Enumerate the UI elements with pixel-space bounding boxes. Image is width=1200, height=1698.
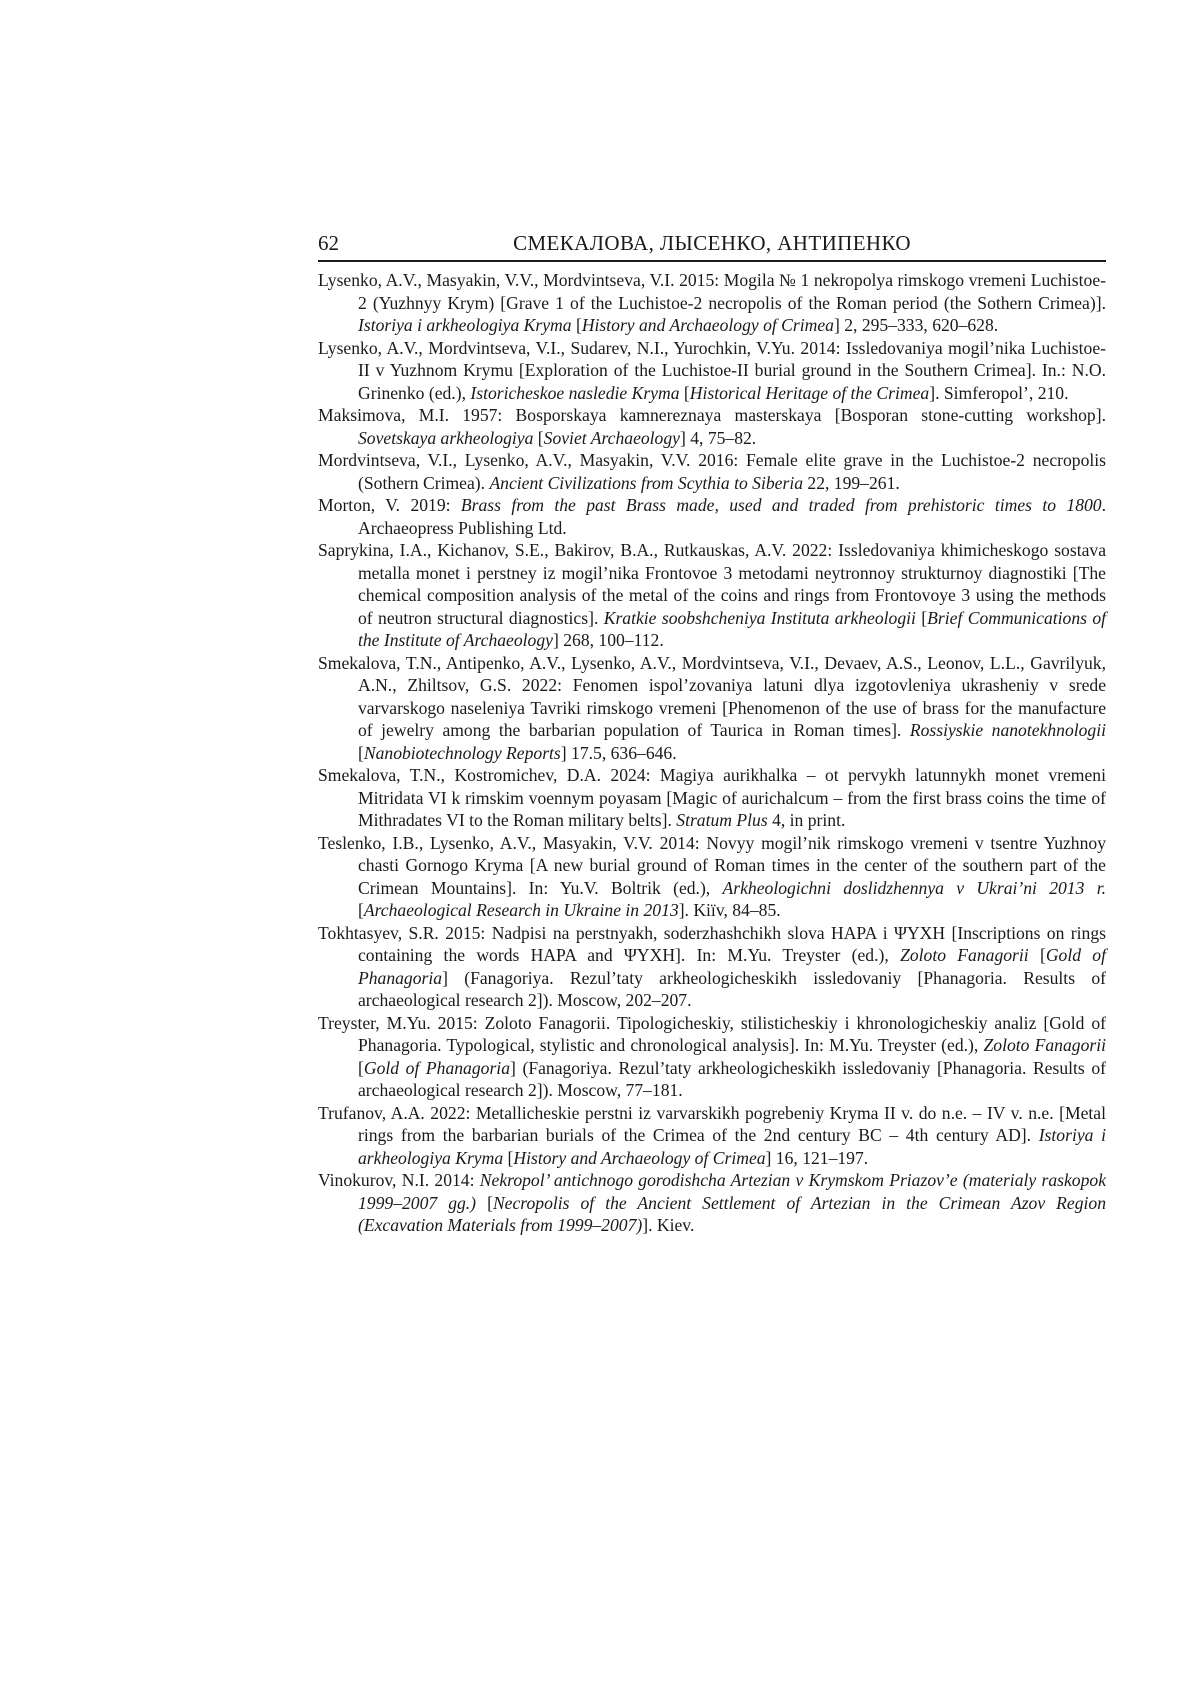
reference-entry [318, 494, 1106, 539]
reference-title-italic: History and Archaeology of Crimea [513, 1148, 765, 1168]
reference-title-italic: Historical Heritage of the Crimea [690, 383, 929, 403]
reference-text: Maksimova, M.I. 1957: Bosporskaya kamnereznaya masterskaya [Bosporan stone-cutting workshop]. [318, 405, 1106, 425]
reference-text: ] 16, 121–197. [766, 1148, 869, 1168]
reference-title-italic: Gold of Phanagoria [358, 945, 1106, 988]
reference-text: ] 17.5, 636–646. [561, 743, 677, 763]
reference-text: . Archaeopress Publishing Ltd. [358, 495, 1106, 538]
reference-text: [ [916, 608, 927, 628]
reference-entry [318, 269, 1106, 337]
reference-entry [318, 922, 1106, 1012]
reference-text: Trufanov, A.A. 2022: Metallicheskie perstni iz varvarskikh pogrebeniy Kryma II v. do n.e. – IV v. n.e. [Metal rings from the barbarian burials of the Crimea of the 2nd century BC – 4th century AD]. [318, 1103, 1106, 1146]
reference-title-italic: Brief Communications of the Institute of Archaeology [358, 608, 1106, 651]
reference-text: Lysenko, A.V., Masyakin, V.V., Mordvintseva, V.I. 2015: Mogila № 1 nekropolya rimskogo vremeni Luchistoe-2 (Yuzhnyy Krym) [Grave 1 of the Luchistoe-2 necropolis of the Roman period (the Sothern Crimea)]. [318, 270, 1106, 313]
reference-title-italic: Sovetskaya arkheologiya [358, 428, 533, 448]
reference-title-italic: Istoriya i arkheologiya Kryma [358, 1125, 1106, 1168]
running-title: СМЕКАЛОВА, ЛЫСЕНКО, АНТИПЕНКО [318, 231, 1106, 256]
page [318, 230, 1106, 1237]
reference-text: ] 2, 295–333, 620–628. [834, 315, 998, 335]
reference-text: ]. Simferopol’, 210. [929, 383, 1068, 403]
reference-text: [ [358, 900, 364, 920]
reference-entry [318, 1102, 1106, 1170]
reference-entry [318, 449, 1106, 494]
page-header [318, 230, 1106, 262]
reference-title-italic: Gold of Phanagoria [364, 1058, 510, 1078]
reference-title-italic: Istoriya i arkheologiya Kryma [358, 315, 572, 335]
reference-entry [318, 404, 1106, 449]
reference-text: [ [503, 1148, 513, 1168]
reference-text: ] (Fanagoriya. Rezul’taty arkheologicheskikh issledovaniy [Phanagoria. Results of archaeological research 2]). Moscow, 77–181. [358, 1058, 1106, 1101]
reference-text: [ [533, 428, 543, 448]
reference-title-italic: Soviet Archaeology [544, 428, 680, 448]
reference-list [318, 269, 1106, 1237]
reference-text: Vinokurov, N.I. 2014: [318, 1170, 480, 1190]
reference-text: ] (Fanagoriya. Rezul’taty arkheologicheskikh issledovaniy [Phanagoria. Results of archaeological research 2]). Moscow, 202–207. [358, 968, 1106, 1011]
reference-text: ]. Kiïv, 84–85. [679, 900, 781, 920]
reference-title-italic: Ancient Civilizations from Scythia to Siberia [489, 473, 803, 493]
reference-entry [318, 337, 1106, 405]
reference-text: Teslenko, I.B., Lysenko, A.V., Masyakin, V.V. 2014: Novyy mogil’nik rimskogo vremeni v tsentre Yuzhnoy chasti Gornogo Kryma [A new burial ground of Roman times in the center of the southern part of the Crimean Mountains]. In: Yu.V. Boltrik (ed.), [318, 833, 1106, 898]
reference-text: ] 268, 100–112. [553, 630, 664, 650]
reference-text: ] 4, 75–82. [680, 428, 756, 448]
reference-entry [318, 1169, 1106, 1237]
reference-text: Smekalova, T.N., Antipenko, A.V., Lysenko, A.V., Mordvintseva, V.I., Devaev, A.S., Leonov, L.L., Gavrilyuk, A.N., Zhiltsov, G.S. 2022: Fenomen ispol’zovaniya latuni dlya izgotovleniya ukrasheniy v srede varvarskogo naseleniya Tavriki rimskogo vremeni [Phenomenon of the use of brass for the manufacture of jewelry among the barbarian population of Taurica in Roman times]. [318, 653, 1106, 741]
reference-entry [318, 652, 1106, 765]
reference-entry [318, 539, 1106, 652]
reference-title-italic: History and Archaeology of Crimea [582, 315, 834, 335]
reference-text: [ [358, 1058, 364, 1078]
reference-text: [ [680, 383, 690, 403]
reference-text: [ [476, 1193, 493, 1213]
reference-title-italic: Stratum Plus [676, 810, 767, 830]
page-number: 62 [318, 231, 339, 256]
reference-title-italic: Nanobiotechnology Reports [364, 743, 561, 763]
reference-text: Saprykina, I.A., Kichanov, S.E., Bakirov, B.A., Rutkauskas, A.V. 2022: Issledovaniya khimicheskogo sostava metalla monet i perstney iz mogil’nika Frontovoe 3 metodami neytronnoy strukturnoy diagnostiki [The chemical composition analysis of the metal of the coins and rings from Frontovoye 3 using the methods of neutron structural diagnostics]. [318, 540, 1106, 628]
reference-text: Mordvintseva, V.I., Lysenko, A.V., Masyakin, V.V. 2016: Female elite grave in the Luchistoe-2 necropolis (Sothern Crimea). [318, 450, 1106, 493]
reference-text: [ [572, 315, 582, 335]
reference-title-italic: Zoloto Fanagorii [900, 945, 1029, 965]
reference-text: Morton, V. 2019: [318, 495, 461, 515]
reference-text: 22, 199–261. [803, 473, 900, 493]
reference-title-italic: Zoloto Fanagorii [983, 1035, 1106, 1055]
reference-text: 4, in print. [768, 810, 846, 830]
reference-title-italic: Nekropol’ antichnogo gorodishcha Artezian v Krymskom Priazov’e (materialy raskopok 1999–2007 gg.) [358, 1170, 1106, 1213]
reference-title-italic: Kratkie soobshcheniya Instituta arkheologii [604, 608, 916, 628]
reference-title-italic: Brass from the past Brass made, used and traded from prehistoric times to 1800 [461, 495, 1102, 515]
reference-text: [ [358, 743, 364, 763]
reference-title-italic: Arkheologichni doslidzhennya v Ukrai’ni 2013 r. [723, 878, 1106, 898]
reference-entry [318, 764, 1106, 832]
reference-text: Tokhtasyev, S.R. 2015: Nadpisi na perstnyakh, soderzhashchikh slova HAPA i ΨΥΧΗ [Inscriptions on rings containing the words HAPA and ΨΥΧΗ]. In: M.Yu. Treyster (ed.), [318, 923, 1106, 966]
reference-text: [ [1029, 945, 1046, 965]
reference-title-italic: Necropolis of the Ancient Settlement of Artezian in the Crimean Azov Region (Excavation Materials from 1999–2007) [358, 1193, 1106, 1236]
reference-title-italic: Rossiyskie nanotekhnologii [910, 720, 1106, 740]
reference-title-italic: Istoricheskoe nasledie Kryma [470, 383, 679, 403]
reference-text: Smekalova, T.N., Kostromichev, D.A. 2024: Magiya aurikhalka – ot pervykh latunnykh monet vremeni Mitridata VI k rimskim voennym poyasam [Magic of aurichalcum – from the first brass coins the time of Mithradates VI to the Roman military belts]. [318, 765, 1106, 830]
reference-text: ]. Kiev. [642, 1215, 694, 1235]
reference-entry [318, 1012, 1106, 1102]
reference-title-italic: Archaeological Research in Ukraine in 2013 [364, 900, 679, 920]
reference-text: Treyster, M.Yu. 2015: Zoloto Fanagorii. Tipologicheskiy, stilisticheskiy i khronologicheskiy analiz [Gold of Phanagoria. Typological, stylistic and chronological analysis]. In: M.Yu. Treyster (ed.), [318, 1013, 1106, 1056]
reference-entry [318, 832, 1106, 922]
reference-text: Lysenko, A.V., Mordvintseva, V.I., Sudarev, N.I., Yurochkin, V.Yu. 2014: Issledovaniya mogil’nika Luchistoe-II v Yuzhnom Krymu [Exploration of the Luchistoe-II burial ground in the Southern Crimea]. In.: N.O. Grinenko (ed.), [318, 338, 1106, 403]
